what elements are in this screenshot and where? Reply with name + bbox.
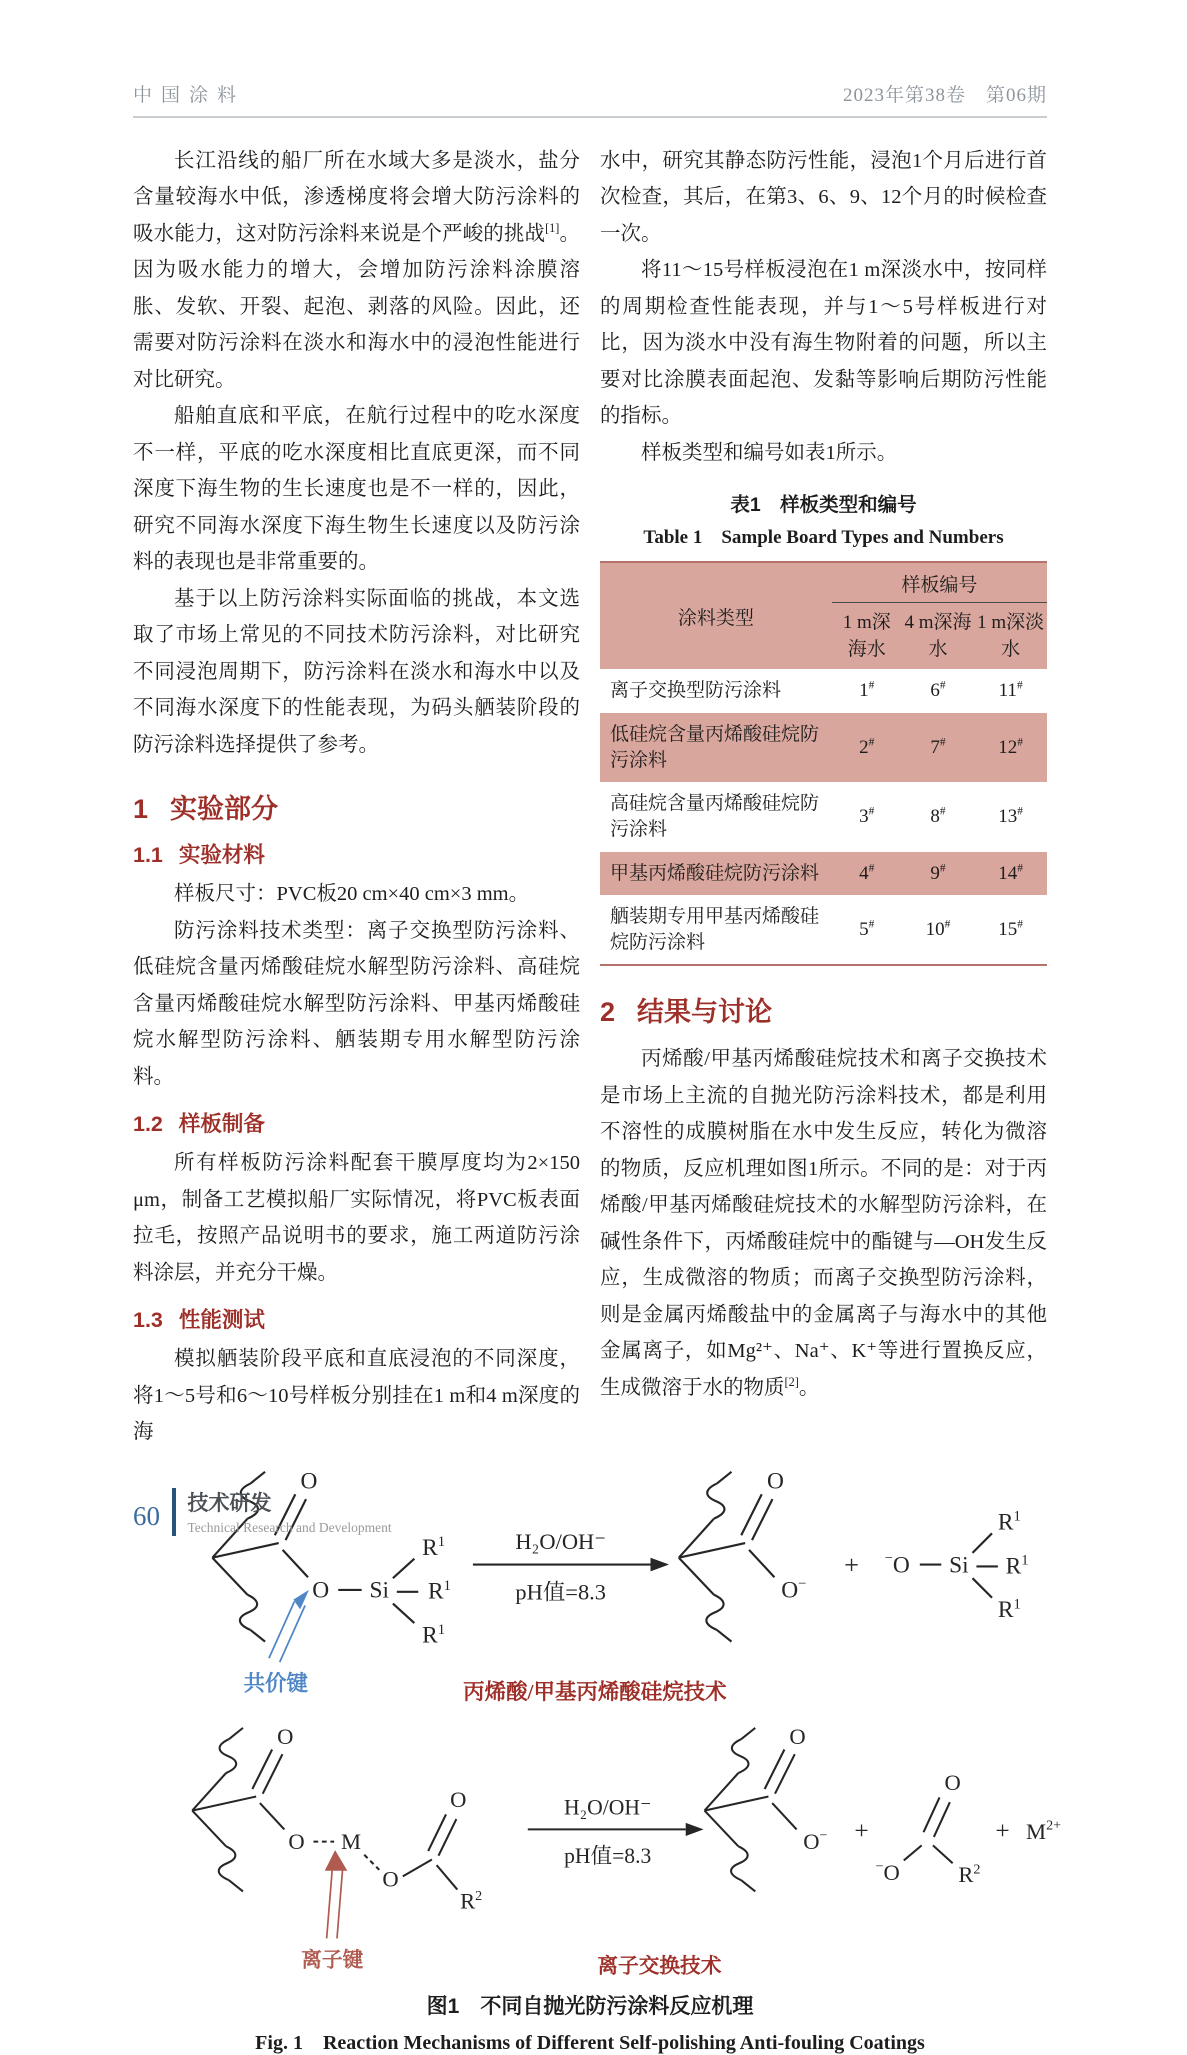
product-free-carboxylate <box>876 1769 1010 1886</box>
paragraph-preparation: 所有样板防污涂料配套干膜厚度均为2×150 μm，制备工艺模拟船厂实际情况，将PVC板表面拉毛，按照产品说明书的要求，施工两道防污涂料涂层，并充分干燥。 <box>133 1152 580 1284</box>
table-row <box>600 895 1047 965</box>
cell-sample-number <box>974 669 1047 713</box>
hash-sup: # <box>868 862 875 875</box>
cell-sample-number <box>902 669 975 713</box>
left-column <box>133 143 580 1451</box>
section-title: 结果与讨论 <box>637 997 773 1028</box>
section-number: 1 <box>133 794 149 825</box>
cell-sample-number <box>832 713 902 782</box>
hash-sup: # <box>1017 862 1023 875</box>
paragraph-results <box>600 1041 1047 1406</box>
paragraph-text: 。因为吸水能力的增大，会增加防污涂料涂膜溶胀、发软、开裂、起泡、剥落的风险。因此，还需要对防污涂料在淡水和海水中的浸泡性能进行对比研究。 <box>133 222 581 391</box>
paragraph-intro-3: 基于以上防污涂料实际面临的挑战，本文选取了市场上常见的不同技术防污涂料，对比研究不同浸泡周期下，防污涂料在淡水和海水中以及不同海水深度下的性能表现，为码头舾装阶段的防污涂料选择提供了参考。 <box>133 587 580 756</box>
sample-number: 5 <box>859 919 869 941</box>
hash-sup: # <box>939 862 946 875</box>
sample-number: 7 <box>930 736 940 758</box>
paragraph-text: 。 <box>798 1376 820 1399</box>
page-number: 60 <box>133 1501 160 1531</box>
col-header-1m-fresh: 1 m深淡水 <box>977 612 1045 661</box>
sample-number: 2 <box>859 736 869 758</box>
page-footer <box>133 1487 392 1536</box>
sample-number: 3 <box>859 806 869 828</box>
cell-sample-number <box>974 782 1047 851</box>
footer-divider <box>172 1488 176 1536</box>
col-header-4m-sea: 4 m深海水 <box>904 612 972 661</box>
atom-label-R2: $R^2$ <box>460 1887 483 1913</box>
table-row <box>600 713 1047 782</box>
cell-sample-number <box>902 713 975 782</box>
reaction-condition-bottom: pH值=8.3 <box>515 1579 607 1605</box>
atom-label-O: O <box>450 1786 467 1812</box>
section-1-2-heading <box>133 1107 580 1138</box>
section-1-heading <box>133 787 580 826</box>
hash-sup: # <box>1017 736 1023 749</box>
atom-label-R1: $R^1$ <box>1005 1552 1029 1579</box>
atom-label-R1: $R^1$ <box>997 1595 1021 1623</box>
cell-sample-number <box>974 713 1047 782</box>
product-silanolate <box>885 1508 1029 1623</box>
paragraph-intro-2: 船舶直底和平底，在航行过程中的吃水深度不一样，平底的吃水深度相比直底更深，而不同深度下海生物的生长速度也是不一样的，因此，研究不同海水深度下海生物生长速度以及防污涂料的表现也是非常重要的。 <box>133 405 580 574</box>
cell-sample-number <box>832 895 902 965</box>
hash-sup: # <box>868 736 875 749</box>
figure-1-caption-cn: 图1 不同自抛光防污涂料反应机理 <box>426 1994 754 2018</box>
table-header <box>600 562 1047 669</box>
reaction-arrowhead <box>651 1557 670 1571</box>
table-row <box>600 782 1047 851</box>
cell-sample-number <box>832 669 902 713</box>
ionic-bond-annotation <box>301 1850 363 1972</box>
covalent-bond-annotation <box>244 1589 309 1695</box>
product-metal-ion <box>1026 1817 1061 1843</box>
figure-1-caption <box>133 1990 1047 2055</box>
paragraph-freshwater-test: 将11～15号样板浸泡在1 m深淡水中，按同样的周期检查性能表现，并与1～5号样板进行对比，因为淡水中没有海生物附着的问题，所以主要对比涂膜表面起泡、发黏等影响后期防污性能的指标。 <box>600 259 1047 428</box>
reaction-2-diagram <box>133 1707 1073 1980</box>
sample-number: 4 <box>859 862 869 884</box>
paragraph-intro-1 <box>133 143 580 398</box>
reaction-condition-top: H₂O/OH⁻ <box>515 1528 607 1554</box>
table-1-title-cn: 表1 样板类型和编号 <box>730 494 917 517</box>
cell-sample-number <box>832 852 902 896</box>
atom-label-R1: $R^1$ <box>997 1508 1021 1535</box>
table-row <box>600 669 1047 713</box>
sample-number: 12 <box>998 736 1018 758</box>
col-header-1m-sea: 1 m深海水 <box>842 612 891 661</box>
section-number: 2 <box>600 997 616 1028</box>
issue-info: 2023年第38卷 第06期 <box>842 85 1047 106</box>
reaction-condition-top: H₂O/OH⁻ <box>564 1794 652 1819</box>
paragraph-text: 丙烯酸/甲基丙烯酸硅烷技术和离子交换技术是市场上主流的自抛光防污涂料技术，都是利用不溶性的成膜树脂在水中发生反应，转化为微溶的物质，反应机理如图1所示。不同的是：对于丙烯酸/甲基丙烯酸硅烷技术的水解型防污涂料，在碱性条件下，丙烯酸硅烷中的酯键与—OH发生反应，生成微溶的物质；而离子交换型防污涂料，则是金属丙烯酸盐中的金属离子与海水中的其他金属离子，如Mg²⁺、Na⁺、K⁺等进行置换反应，生成微溶于水的物质 <box>600 1048 1047 1399</box>
atom-label-O: O <box>382 1866 399 1892</box>
sample-number: 15 <box>998 919 1018 941</box>
section-2-heading <box>600 990 1047 1029</box>
section-title: 性能测试 <box>178 1308 265 1333</box>
col-header-sample-number: 样板编号 <box>832 562 1047 603</box>
section-title: 实验部分 <box>170 794 279 825</box>
hash-sup: # <box>868 680 875 693</box>
table-1-titles <box>600 489 1047 549</box>
plus-sign: + <box>854 1816 869 1845</box>
cell-sample-number <box>974 895 1047 965</box>
figure-1 <box>133 1465 1062 2055</box>
reaction-condition-bottom: pH值=8.3 <box>564 1843 652 1868</box>
hash-sup: # <box>939 805 946 818</box>
reaction-2-label: 离子交换技术 <box>597 1954 722 1977</box>
sample-number: 13 <box>998 806 1018 828</box>
cell-sample-number <box>902 852 975 896</box>
citation-ref-1: [1] <box>545 221 560 236</box>
table-1-title-en: Table 1 Sample Board Types and Numbers <box>643 527 1004 549</box>
section-title: 样板制备 <box>178 1112 265 1137</box>
sample-board-table <box>600 561 1047 966</box>
hash-sup: # <box>868 805 875 818</box>
sample-number: 1 <box>859 680 869 702</box>
hash-sup: # <box>868 918 875 931</box>
atom-label-minus-O: −O <box>884 1550 910 1578</box>
atom-label-M: M <box>341 1828 362 1854</box>
cell-coating-type: 高硅烷含量丙烯酸硅烷防污涂料 <box>610 793 820 840</box>
atom-label-O: O <box>312 1577 330 1604</box>
body-columns <box>133 143 1047 1451</box>
atom-label-O-minus: O− <box>781 1575 807 1604</box>
hash-sup: # <box>939 680 946 693</box>
atom-label-O-minus: O− <box>803 1827 828 1854</box>
citation-ref-2: [2] <box>784 1375 799 1390</box>
cell-sample-number <box>902 782 975 851</box>
atom-label-R1: $R^1$ <box>422 1533 446 1561</box>
footer-column <box>188 1487 392 1536</box>
sample-number: 9 <box>930 862 940 884</box>
section-1-1-heading <box>133 838 580 869</box>
atom-label-R2: $R^2$ <box>958 1861 981 1887</box>
plus-sign: + <box>995 1816 1010 1845</box>
reaction-arrowhead <box>686 1822 704 1835</box>
right-column <box>600 143 1047 1451</box>
paragraph-test-method-cont: 水中，研究其静态防污性能，浸泡1个月后进行首次检查，其后，在第3、6、9、12个月的时候检查一次。 <box>600 150 1047 245</box>
paragraph-sample-size: 样板尺寸：PVC板20 cm×40 cm×3 mm。 <box>174 883 530 906</box>
atom-label-O: O <box>944 1769 961 1795</box>
sample-number: 14 <box>998 862 1018 884</box>
section-number: 1.2 <box>133 1112 163 1137</box>
atom-label-R1: $R^1$ <box>428 1577 451 1605</box>
cell-coating-type: 甲基丙烯酸硅烷防污涂料 <box>610 862 820 884</box>
section-number: 1.3 <box>133 1308 163 1333</box>
reaction-arrow <box>528 1795 704 1868</box>
cell-coating-type: 离子交换型防污涂料 <box>610 680 782 702</box>
col-header-coating-type: 涂料类型 <box>677 607 754 629</box>
covalent-bond-label: 共价键 <box>243 1670 308 1695</box>
section-title: 实验材料 <box>178 843 265 868</box>
hash-sup: # <box>944 918 951 931</box>
cell-coating-type: 低硅烷含量丙烯酸硅烷防污涂料 <box>610 724 820 771</box>
paragraph-text: 长江沿线的船厂所在水域大多是淡水，盐分含量较海水中低，渗透梯度将会增大防污涂料的吸水能力，这对防污涂料来说是个严峻的挑战 <box>133 150 580 245</box>
cell-coating-type: 舾装期专用甲基丙烯酸硅烷防污涂料 <box>610 906 820 953</box>
cell-sample-number <box>974 852 1047 896</box>
section-1-3-heading <box>133 1303 580 1334</box>
section-number: 1.1 <box>133 843 163 868</box>
cell-sample-number <box>832 782 902 851</box>
atom-label-Si: Si <box>949 1551 969 1578</box>
paragraph-test-method: 模拟舾装阶段平底和直底浸泡的不同深度，将1～5号和6～10号样板分别挂在1 m和4 m深度的海 <box>133 1348 580 1444</box>
annotation-arrowhead <box>293 1589 309 1609</box>
paragraph-table-intro: 样板类型和编号如表1所示。 <box>641 441 898 464</box>
footer-column-cn: 技术研发 <box>187 1492 272 1515</box>
cell-sample-number <box>902 895 975 965</box>
atom-label-Si: Si <box>369 1577 389 1604</box>
reaction-arrow <box>473 1528 669 1604</box>
atom-label-minus-O: −O <box>875 1858 900 1885</box>
plus-sign: + <box>844 1549 859 1579</box>
sample-number: 8 <box>930 806 940 828</box>
hash-sup: # <box>939 736 946 749</box>
reaction-1-label: 丙烯酸/甲基丙烯酸硅烷技术 <box>463 1679 727 1704</box>
footer-column-en: Technical Research and Development <box>187 1520 392 1535</box>
sample-number: 10 <box>925 919 945 941</box>
ionic-bond-label: 离子键 <box>301 1949 364 1972</box>
table-row <box>600 852 1047 896</box>
page-header <box>133 80 1047 118</box>
hash-sup: # <box>1017 805 1023 818</box>
atom-label-O: O <box>288 1828 305 1854</box>
sample-number: 11 <box>998 680 1017 702</box>
paragraph-coating-types: 防污涂料技术类型：离子交换型防污涂料、低硅烷含量丙烯酸硅烷水解型防污涂料、高硅烷含量丙烯酸硅烷水解型防污涂料、甲基丙烯酸硅烷水解型防污涂料、舾装期专用水解型防污涂料。 <box>133 919 580 1088</box>
product-carboxylate <box>705 1723 869 1891</box>
hash-sup: # <box>1017 918 1023 931</box>
journal-name: 中国涂料 <box>133 85 246 106</box>
hash-sup: # <box>1016 680 1023 693</box>
product-carboxylate <box>679 1468 859 1641</box>
figure-1-caption-en: Fig. 1 Reaction Mechanisms of Different Self-polishing Anti-fouling Coatings <box>255 2031 925 2054</box>
sample-number: 6 <box>930 680 940 702</box>
atom-label-M2plus: $M^{2+}$ <box>1026 1816 1062 1844</box>
atom-label-R1: $R^1$ <box>422 1621 446 1649</box>
reactant-metal-acrylate <box>192 1723 482 1913</box>
